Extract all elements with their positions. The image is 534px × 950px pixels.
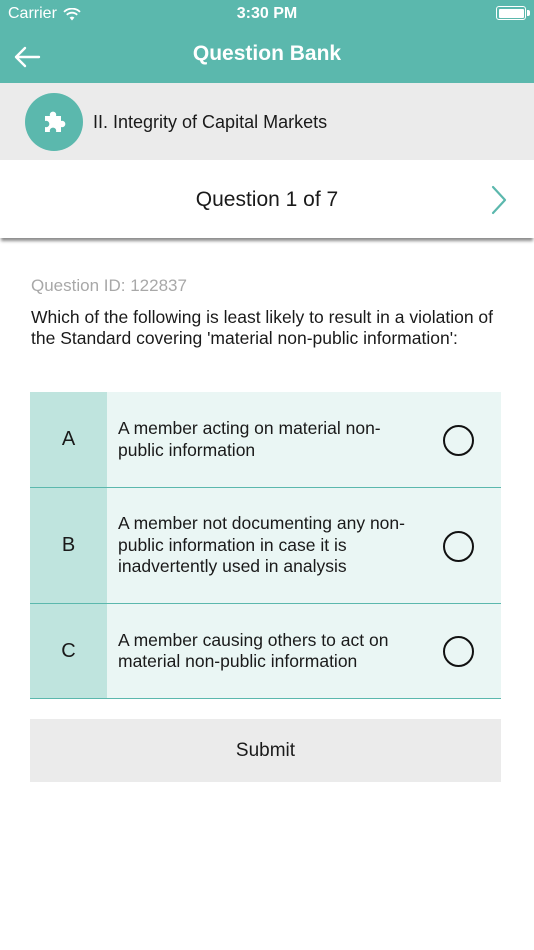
topic-badge bbox=[25, 93, 83, 151]
option-text: A member causing others to act on material non-public information bbox=[118, 629, 389, 671]
top-bar bbox=[0, 0, 534, 83]
nav-bar bbox=[0, 28, 534, 83]
radio-button[interactable] bbox=[443, 636, 474, 667]
submit-button[interactable]: Submit bbox=[30, 719, 501, 782]
status-bar bbox=[0, 0, 534, 28]
chevron-right-icon bbox=[491, 185, 507, 215]
question-id: Question ID: 122837 bbox=[31, 276, 187, 295]
topic-bar bbox=[0, 83, 534, 160]
topic-label: II. Integrity of Capital Markets bbox=[93, 112, 328, 132]
answer-option-c[interactable] bbox=[30, 604, 501, 699]
answer-option-b[interactable] bbox=[30, 488, 501, 604]
option-letter: C bbox=[30, 604, 107, 698]
question-text: Which of the following is least likely to result in a violation of the Standard covering 'material non-public information': bbox=[31, 307, 494, 348]
battery-icon bbox=[496, 6, 526, 20]
option-letter: A bbox=[30, 392, 107, 487]
answer-options bbox=[30, 392, 501, 699]
status-time: 3:30 PM bbox=[236, 5, 298, 22]
page-title: Question Bank bbox=[192, 42, 342, 65]
answer-option-a[interactable] bbox=[30, 392, 501, 488]
option-text: A member not documenting any non-public information in case it is inadvertently used in analysis bbox=[118, 513, 405, 577]
radio-button[interactable] bbox=[443, 425, 474, 456]
radio-button[interactable] bbox=[443, 531, 474, 562]
next-question-button[interactable] bbox=[484, 182, 514, 218]
option-letter: B bbox=[30, 488, 107, 603]
puzzle-piece-icon bbox=[40, 108, 68, 136]
carrier-label: Carrier bbox=[8, 5, 57, 22]
option-text: A member acting on material non-public information bbox=[118, 418, 381, 460]
question-counter: Question 1 of 7 bbox=[195, 188, 339, 211]
question-navigator bbox=[0, 160, 534, 238]
